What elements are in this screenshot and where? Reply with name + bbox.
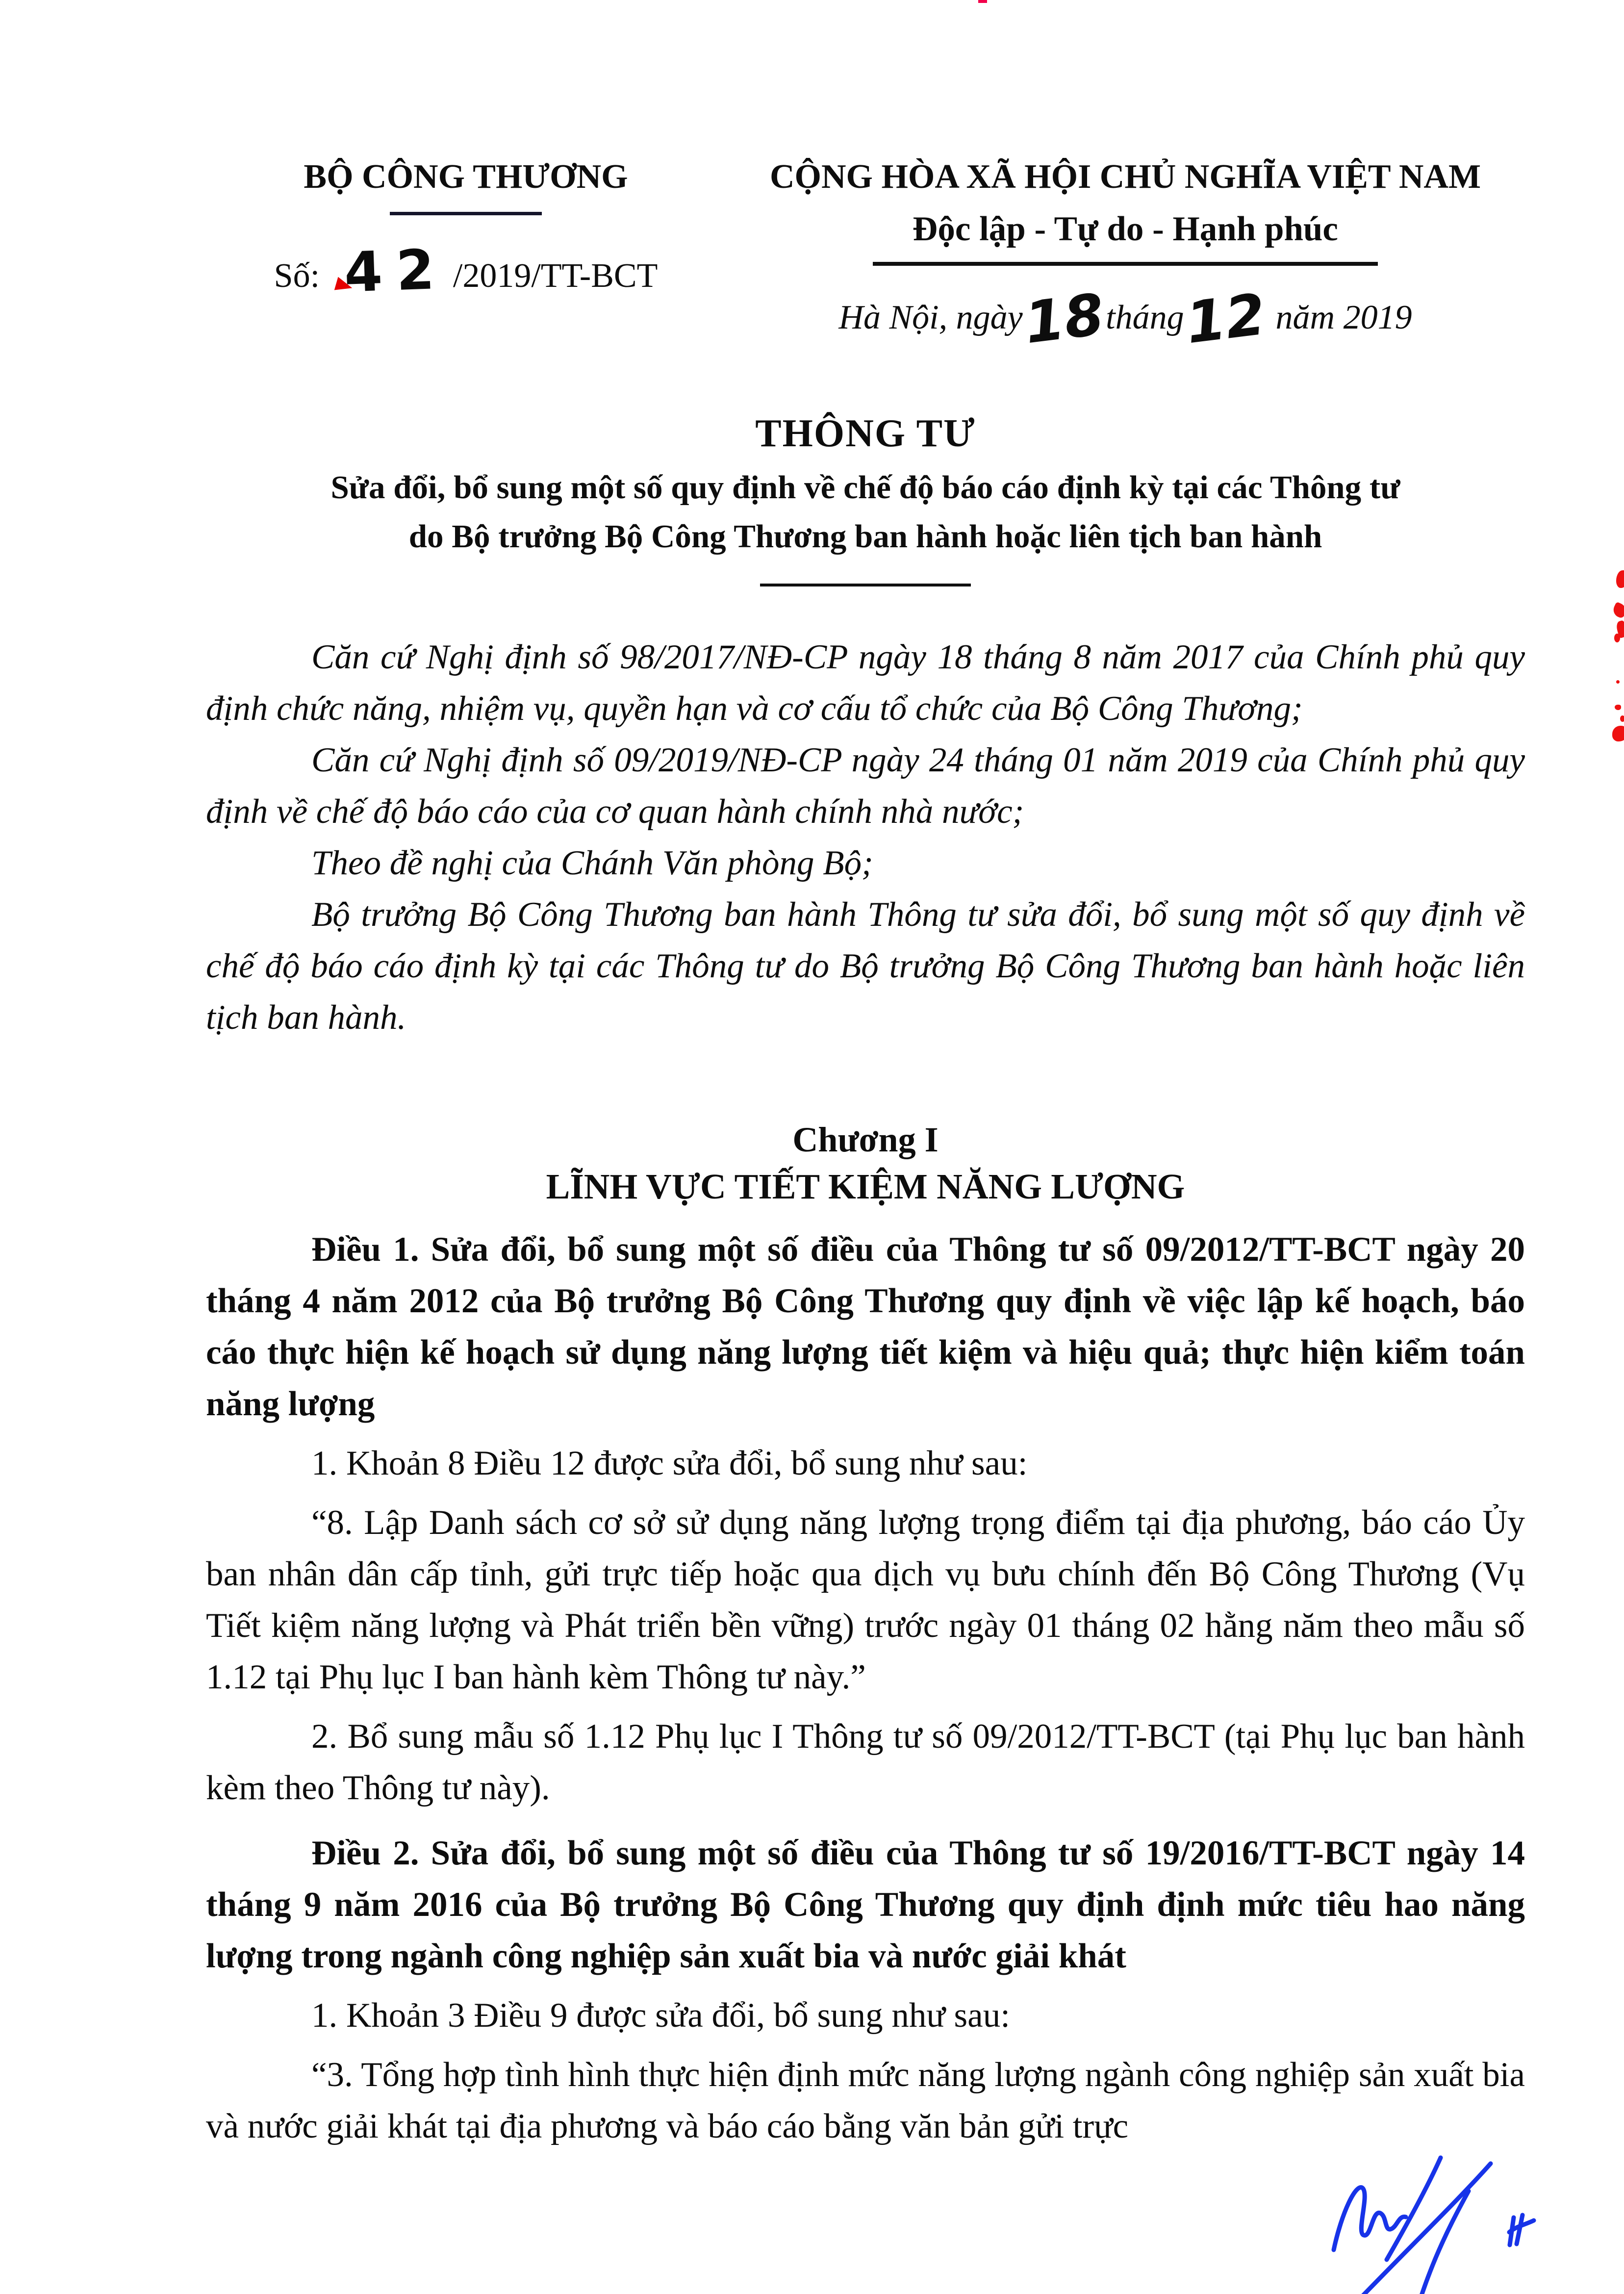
chapter-name: LĨNH VỰC TIẾT KIỆM NĂNG LƯỢNG: [546, 1167, 1185, 1206]
stamp-fragment: [1616, 680, 1620, 684]
article-2-clause: 1. Khoản 3 Điều 9 được sửa đổi, bổ sung như sau:: [311, 1996, 1010, 2035]
stamp-fragment: [1620, 715, 1624, 722]
national-motto: Độc lập - Tự do - Hạnh phúc: [913, 210, 1338, 248]
stamp-fragment: [1612, 726, 1624, 741]
preamble: [206, 632, 1525, 1044]
signature-ink-icon: [1245, 2143, 1569, 2294]
preamble-paragraph: Theo đề nghị của Chánh Văn phòng Bộ;: [311, 844, 873, 882]
chapter-number: Chương I: [792, 1120, 939, 1159]
date-mid: tháng: [1106, 299, 1184, 336]
document-header: [206, 156, 1525, 357]
stamp-fragment: [1615, 705, 1621, 710]
signature-second-tail: [1407, 2191, 1469, 2294]
title-divider: [760, 584, 971, 586]
article-2-clause: “3. Tổng hợp tình hình thực hiện định mức năng lượng ngành công nghiệp sản xuất bia và nước giải khát tại địa phương và báo cáo bằng văn bản gửi trực: [206, 2056, 1525, 2145]
place-date-line: [726, 281, 1525, 357]
date-suffix: năm 2019: [1275, 299, 1412, 336]
document-subtitle: [206, 463, 1525, 561]
national-title: CỘNG HÒA XÃ HỘI CHỦ NGHĨA VIỆT NAM: [769, 158, 1481, 196]
preamble-paragraph: Căn cứ Nghị định số 98/2017/NĐ-CP ngày 18 tháng 8 năm 2017 của Chính phủ quy định chức năng, nhiệm vụ, quyền hạn và cơ cấu tổ chức của Bộ Công Thương;: [206, 638, 1525, 728]
red-pen-tick: [334, 277, 354, 295]
stamp-fragment: [1614, 634, 1620, 642]
issuing-agency-name: BỘ CÔNG THƯƠNG: [304, 158, 628, 196]
document-type-title: THÔNG TƯ: [755, 412, 976, 455]
handwritten-day: 18: [1021, 281, 1108, 357]
handwritten-document-number: 42: [344, 269, 448, 273]
preamble-paragraph: Bộ trưởng Bộ Công Thương ban hành Thông tư sửa đổi, bổ sung một số quy định về chế độ báo cáo định kỳ tại các Thông tư do Bộ trưởng Bộ Công Thương ban hành hoặc liên tịch ban hành.: [206, 895, 1525, 1037]
signature-initials: [1509, 2215, 1534, 2245]
issuing-agency-block: [206, 156, 726, 337]
article-1-clause: 2. Bổ sung mẫu số 1.12 Phụ lục I Thông tư số 09/2012/TT-BCT (tại Phụ lục ban hành kèm theo Thông tư này).: [206, 1717, 1525, 1807]
signature-scribble: [1245, 2143, 1569, 2294]
signature-long-tail: [1319, 2164, 1491, 2294]
signature-loop-stroke: [1334, 2188, 1406, 2250]
article-1-heading: Điều 1. Sửa đổi, bổ sung một số điều của Thông tư số 09/2012/TT-BCT ngày 20 tháng 4 năm 2012 của Bộ trưởng Bộ Công Thương quy định về việc lập kế hoạch, báo cáo thực hiện kế hoạch sử dụng năng lượng tiết kiệm và hiệu quả; thực hiện kiểm toán năng lượng: [206, 1230, 1525, 1423]
article-1-clause: 1. Khoản 8 Điều 12 được sửa đổi, bổ sung như sau:: [311, 1444, 1028, 1482]
document-body: [206, 632, 1525, 2152]
preamble-paragraph: Căn cứ Nghị định số 09/2019/NĐ-CP ngày 24 tháng 01 năm 2019 của Chính phủ quy định về chế độ báo cáo của cơ quan hành chính nhà nước;: [206, 741, 1525, 831]
article-2-heading: Điều 2. Sửa đổi, bổ sung một số điều của Thông tư số 19/2016/TT-BCT ngày 14 tháng 9 năm 2016 của Bộ trưởng Bộ Công Thương quy định định mức tiêu hao năng lượng trong ngành công nghiệp sản xuất bia và nước giải khát: [206, 1834, 1525, 1975]
motto-underline: [873, 262, 1378, 266]
agency-underline: [390, 212, 542, 215]
chapter-heading: [206, 1116, 1525, 1210]
document-number-suffix: /2019/TT-BCT: [453, 257, 658, 295]
document-subtitle-line1: Sửa đổi, bổ sung một số quy định về chế độ báo cáo định kỳ tại các Thông tư: [330, 469, 1400, 506]
signature-up-stroke: [1387, 2158, 1441, 2260]
handwritten-month: 12: [1182, 281, 1269, 357]
document-number-label: Số:: [274, 257, 320, 295]
document-subtitle-line2: do Bộ trưởng Bộ Công Thương ban hành hoặc liên tịch ban hành: [408, 518, 1322, 555]
document-number-line: [206, 237, 726, 305]
article-1-clause: “8. Lập Danh sách cơ sở sử dụng năng lượng trọng điểm tại địa phương, báo cáo Ủy ban nhân dân cấp tỉnh, gửi trực tiếp hoặc qua dịch vụ bưu chính đến Bộ Công Thương (Vụ Tiết kiệm năng lượng và Phát triển bền vững) trước ngày 01 tháng 02 hằng năm theo mẫu số 1.12 tại Phụ lục I ban hành kèm Thông tư này.”: [206, 1504, 1525, 1696]
document-content: [206, 0, 1525, 2152]
stamp-fragment: [1611, 602, 1624, 619]
stamp-fragment: [1616, 570, 1624, 588]
national-motto-block: [726, 156, 1525, 357]
date-prefix: Hà Nội, ngày: [838, 299, 1023, 336]
